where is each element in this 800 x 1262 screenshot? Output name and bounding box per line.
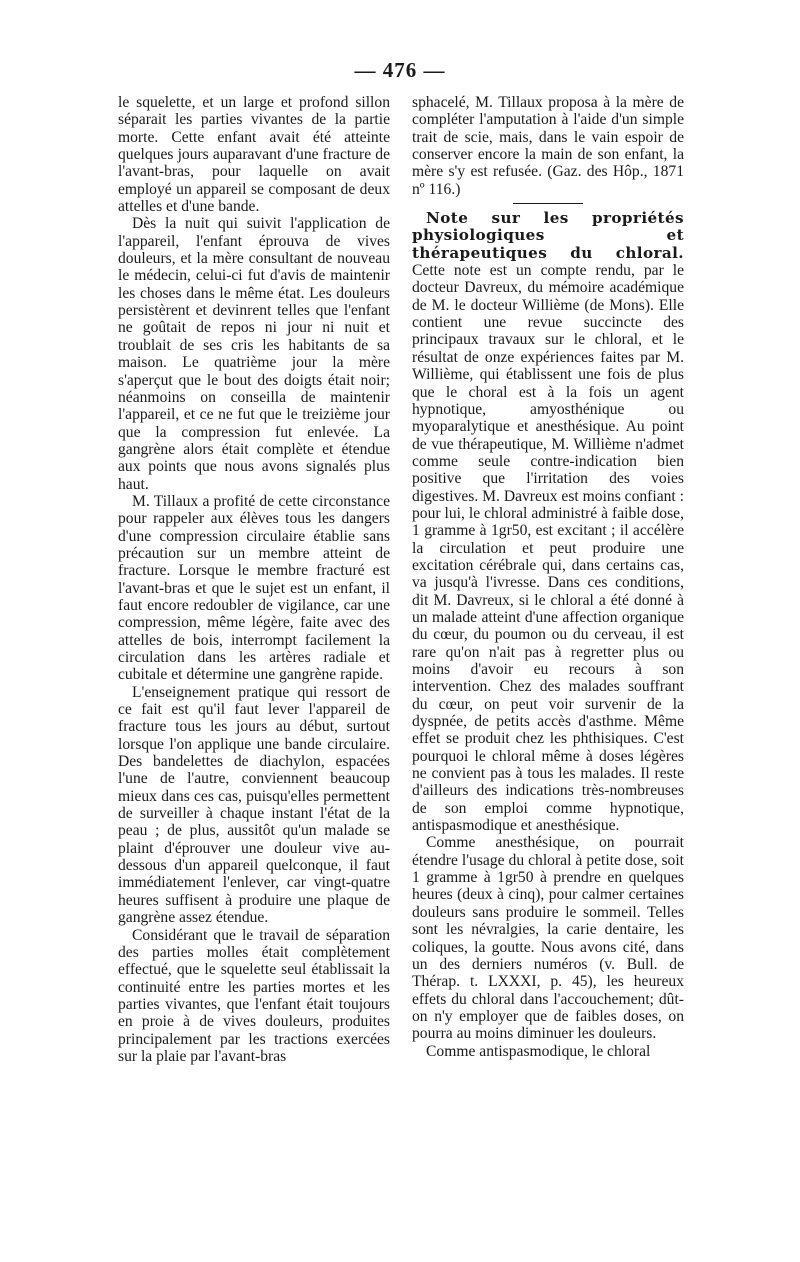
left-paragraph-3: M. Tillaux a profité de cette circonstance pour rappeler aux élèves tous les dangers d'une compression circulaire établie sans précaution sur un membre atteint de fracture. Lorsque le membre fracturé est l'avant-bras et que le sujet est un enfant, il faut encore redoubler de vigilance, car une compression, même légère, faite avec des attelles de bois, interrompt facilement la circulation dans les artères radiale et cubitale et détermine une gangrène rapide.	[118, 492, 390, 684]
right-continuation-paragraph: sphacelé, M. Tillaux proposa à la mère de compléter l'amputation à l'aide d'un simple trait de scie, mais, dans le vain espoir de conserver encore la main de son enfant, la mère s'y est refusée. (Gaz. des Hôp., 1871 nº 116.)	[412, 94, 684, 198]
section-divider	[513, 203, 583, 204]
note-paragraph	[412, 210, 684, 834]
left-paragraph-2: Dès la nuit qui suivit l'application de l'appareil, l'enfant éprouva de vives douleurs, et la mère consultant de nouveau le médecin, celui-ci fut d'avis de maintenir les choses dans le même état. Les douleurs persistèrent et devinrent telles que l'enfant ne goûtait de repos ni jour ni nuit et troublait de ses cris les habitants de sa maison. Le quatrième jour la mère s'aperçut que le bout des doigts était noir; néanmoins on conseilla de maintenir l'appareil, et ce ne fut que le treizième jour que la compression fut enlevée. La gangrène alors était complète et étendue aux points que nous avons signalés plus haut.	[118, 215, 390, 493]
left-paragraph-5: Considérant que le travail de séparation des parties molles était complètement effectué, que le squelette seul établissait la continuité entre les parties mortes et les parties vivantes, que l'enfant était toujours en proie à de vives douleurs, produites principalement par les tractions exercées sur la plaie par l'avant-bras	[118, 926, 390, 1065]
left-paragraph-4: L'enseignement pratique qui ressort de ce fait est qu'il faut lever l'appareil de fracture tous les jours au début, surtout lorsque l'on applique une bande circulaire. Des bandelettes de diachylon, espacées l'une de l'autre, conviennent beaucoup mieux dans ces cas, puisqu'elles permettent de surveiller à chaque instant l'état de la peau ; de plus, aussitôt qu'un malade se plaint d'éprouver une douleur vive au-dessous d'un appareil quelconque, il faut immédiatement l'enlever, car vingt-quatre heures suffisent à produire une plaque de gangrène assez étendue.	[118, 683, 390, 927]
note-intro: Cette note est un compte rendu, par le docteur Davreux, du mémoire académique de M. le docteur Willième (de Mons). Elle contient une revue succincte des principaux travaux sur le chloral, et le résultat de onze expériences faites par M. Willième, qui établissent une fois de plus que le choral est à la fois un agent hypnotique, amyosthénique ou myoparalytique et anesthésique. Au point de vue thérapeutique, M. Willième n'admet comme seule contre-indication bien positive que l'irritation des voies digestives. M. Davreux est moins confiant : pour lui, le chloral administré à faible dose, 1 gramme à 1gr50, est excitant ; il accélère la circulation et peut produire une excitation cérébrale qui, dans certains cas, va jusqu'à l'ivresse. Dans ces conditions, dit M. Davreux, si le chloral a été donné à un malade atteint d'une affection organique du cœur, du poumon ou du cerveau, il est rare qu'on n'ait pas à regretter plus ou moins d'avoir eu recours à son intervention. Chez des malades souffrant du cœur, on peut voir survenir de la dyspnée, de petits accès d'asthme. Même effet se produit chez les phthisiques. C'est pourquoi le chloral même à doses légères ne convient pas à tous les malades. Il reste d'ailleurs des indications très-nombreuses de son emploi comme hypnotique, antispasmodique et anesthésique.	[412, 262, 684, 835]
page-number: — 476 —	[354, 58, 446, 82]
anesthetic-paragraph: Comme anesthésique, on pourrait étendre l'usage du chloral à petite dose, soit 1 gramme à 1gr50 à prendre en quelques heures (deux à cinq), pour calmer certaines douleurs sans produire le sommeil. Telles sont les névralgies, la carie dentaire, les coliques, la goutte. Nous avons cité, dans un des derniers numéros (v. Bull. de Thérap. t. LXXXI, p. 45), les heureux effets du chloral dans l'accouchement; dût-on n'y employer que de faibles doses, on pourra au moins diminuer les douleurs.	[412, 834, 684, 1043]
left-column	[118, 94, 390, 1065]
antispasmodic-paragraph: Comme antispasmodique, le chloral	[426, 1042, 651, 1060]
note-title: Note sur les propriétés physiologiques et thérapeutiques du chloral.	[412, 209, 684, 262]
left-paragraph-1: le squelette, et un large et profond sillon séparait les parties vivantes de la partie morte. Cette enfant avait été atteinte quelques jours auparavant d'une fracture de l'avant-bras, pour laquelle on avait employé un appareil se composant de deux attelles et d'une bande.	[118, 94, 390, 216]
right-column	[412, 94, 684, 1060]
